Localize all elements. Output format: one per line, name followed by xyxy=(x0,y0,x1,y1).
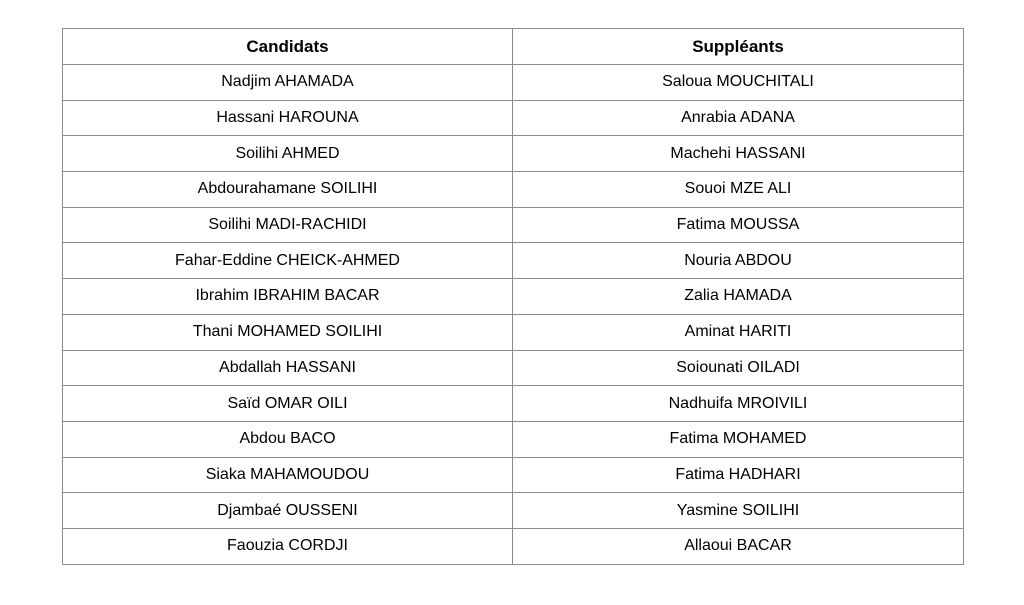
table-row xyxy=(63,314,964,350)
table-row xyxy=(63,136,964,172)
header-suppleants: Suppléants xyxy=(513,29,964,65)
candidat-cell: Abdou BACO xyxy=(63,421,513,457)
candidat-cell: Saïd OMAR OILI xyxy=(63,386,513,422)
suppleant-cell: Souoi MZE ALI xyxy=(513,172,964,208)
candidat-cell: Soilihi AHMED xyxy=(63,136,513,172)
suppleant-cell: Fatima HADHARI xyxy=(513,457,964,493)
candidat-cell: Nadjim AHAMADA xyxy=(63,65,513,101)
suppleant-cell: Machehi HASSANI xyxy=(513,136,964,172)
candidat-cell: Thani MOHAMED SOILIHI xyxy=(63,314,513,350)
table-row xyxy=(63,172,964,208)
table-row xyxy=(63,421,964,457)
table-row xyxy=(63,350,964,386)
candidat-cell: Faouzia CORDJI xyxy=(63,528,513,564)
suppleant-cell: Fatima MOUSSA xyxy=(513,207,964,243)
table-row xyxy=(63,528,964,564)
suppleant-cell: Anrabia ADANA xyxy=(513,100,964,136)
header-candidats: Candidats xyxy=(63,29,513,65)
suppleant-cell: Zalia HAMADA xyxy=(513,279,964,315)
table-header-row xyxy=(63,29,964,65)
suppleant-cell: Aminat HARITI xyxy=(513,314,964,350)
suppleant-cell: Saloua MOUCHITALI xyxy=(513,65,964,101)
table-body xyxy=(63,65,964,565)
suppleant-cell: Yasmine SOILIHI xyxy=(513,493,964,529)
suppleant-cell: Nouria ABDOU xyxy=(513,243,964,279)
table-row xyxy=(63,243,964,279)
candidat-cell: Abdallah HASSANI xyxy=(63,350,513,386)
suppleant-cell: Soiounati OILADI xyxy=(513,350,964,386)
table-row xyxy=(63,386,964,422)
suppleant-cell: Allaoui BACAR xyxy=(513,528,964,564)
candidat-cell: Ibrahim IBRAHIM BACAR xyxy=(63,279,513,315)
table-row xyxy=(63,279,964,315)
table-row xyxy=(63,457,964,493)
candidat-cell: Djambaé OUSSENI xyxy=(63,493,513,529)
table-row xyxy=(63,100,964,136)
candidat-cell: Soilihi MADI-RACHIDI xyxy=(63,207,513,243)
suppleant-cell: Fatima MOHAMED xyxy=(513,421,964,457)
table-row xyxy=(63,207,964,243)
suppleant-cell: Nadhuifa MROIVILI xyxy=(513,386,964,422)
candidat-cell: Siaka MAHAMOUDOU xyxy=(63,457,513,493)
candidates-table xyxy=(62,28,964,565)
candidat-cell: Hassani HAROUNA xyxy=(63,100,513,136)
candidat-cell: Abdourahamane SOILIHI xyxy=(63,172,513,208)
candidat-cell: Fahar-Eddine CHEICK-AHMED xyxy=(63,243,513,279)
table-row xyxy=(63,493,964,529)
table-row xyxy=(63,65,964,101)
